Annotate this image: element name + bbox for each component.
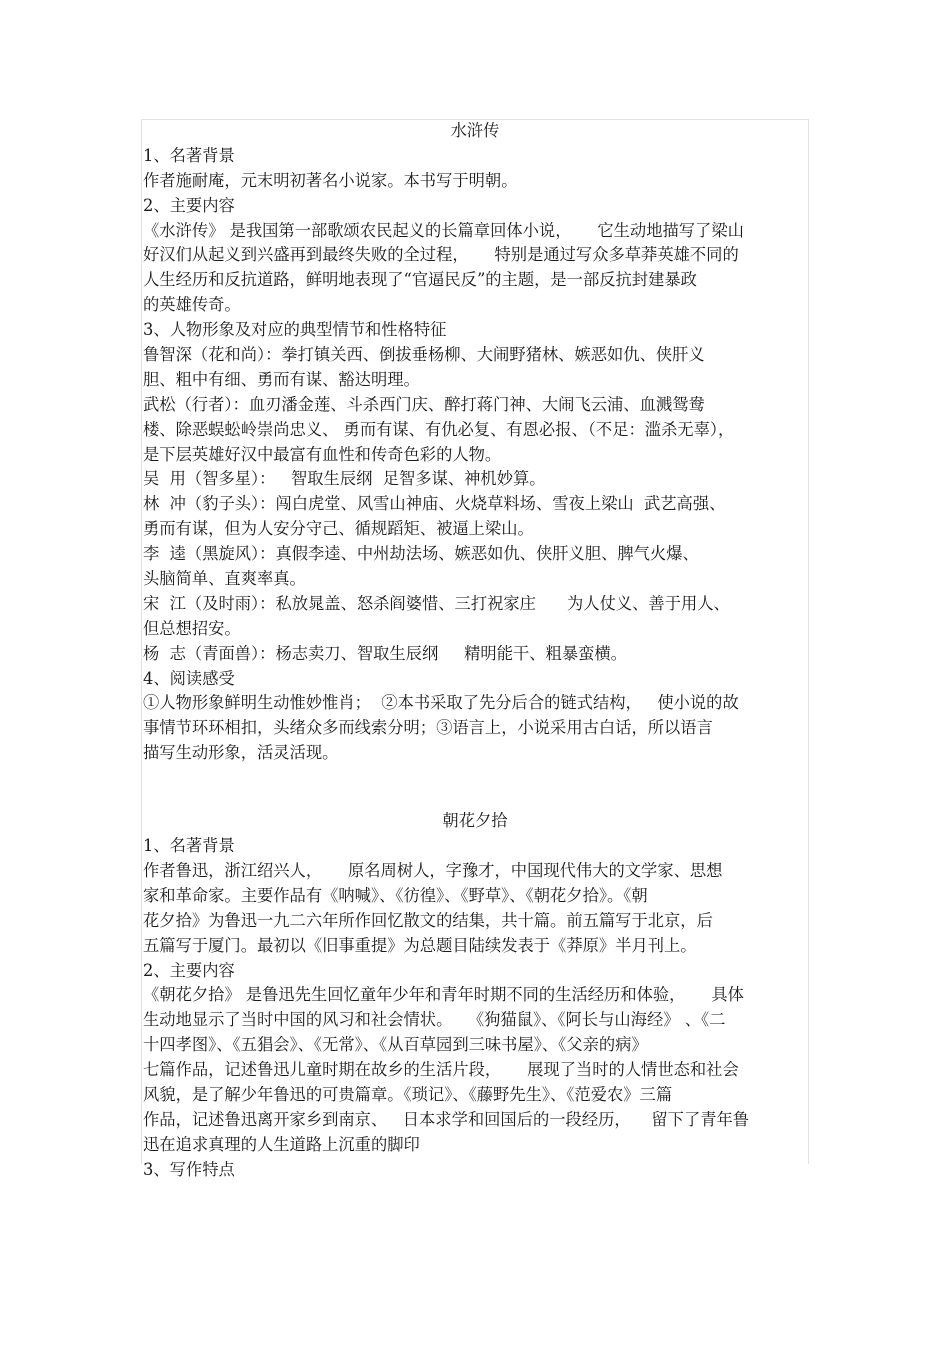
text-line: 人生经历和反抗道路，鲜明地表现了“官逼民反”的主题，是一部反抗封建暴政 (143, 270, 697, 290)
text-line: 勇而有谋，但为人安分守己、循规蹈矩、被逼上梁山。 (143, 519, 534, 539)
text-line: 《水浒传》 是我国第一部歌颂农民起义的长篇章回体小说， 它生动地描写了梁山 (143, 220, 744, 240)
section-title: 朝花夕拾 (442, 811, 508, 831)
section-body (143, 834, 807, 1182)
text-line: 武松（行者）：血刃潘金莲、斗杀西门庆、醉打蒋门神、大闹飞云浦、血溅鸳鸯 (143, 394, 705, 414)
document-body (143, 119, 807, 1183)
text-line: 五篇写于厦门。最初以《旧事重提》为总题目陆续发表于《莽原》半月刊上。 (143, 935, 697, 955)
text-line: 楼、除恶蜈蚣岭崇尚忠义、 勇而有谋、有仇必复、有恩必报、（不足：滥杀无辜）， (143, 419, 735, 439)
text-line: 花夕拾》为鲁迅一九二六年所作回忆散文的结集，共十篇。前五篇写于北京，后 (143, 910, 713, 930)
text-line: ①人物形象鲜明生动惟妙惟肖； ②本书采取了先分后合的链式结构， 使小说的故 (143, 693, 739, 713)
text-line: 宋 江（及时雨）：私放晁盖、怒杀阎婆惜、三打祝家庄 为人仗义、善于用人、 (143, 593, 730, 613)
section-gap (143, 766, 807, 809)
text-line: 鲁智深（花和尚）：拳打镇关西、倒拔垂杨柳、大闹野猪林、嫉恶如仇、侠肝义 (143, 345, 705, 365)
text-line: 生动地显示了当时中国的风习和社会情状。 《狗猫鼠》、《阿长与山海经》 、《二 (143, 1010, 726, 1030)
section-title: 水浒传 (450, 121, 500, 140)
section-shuihuzhuan (143, 119, 807, 766)
text-line: 好汉们从起义到兴盛再到最终失败的全过程， 特别是通过写众多草莽英雄不同的 (143, 245, 739, 265)
section-body (143, 144, 807, 766)
text-line: 十四孝图》、《五猖会》、《无常》、《从百草园到三味书屋》、《父亲的病》 (143, 1035, 648, 1055)
section-zhaohuaxishi (143, 809, 807, 1182)
text-line: 3、人物形象及对应的典型情节和性格特征 (143, 320, 447, 340)
text-line: 2、主要内容 (143, 960, 235, 980)
text-line: 事情节环环相扣，头绪众多而线索分明；③语言上，小说采用古白话，所以语言 (143, 718, 713, 738)
text-line: 作者施耐庵，元末明初著名小说家。本书写于明朝。 (143, 170, 518, 190)
text-line: 头脑简单、直爽率真。 (143, 569, 306, 589)
text-line: 林 冲（豹子头）：闯白虎堂、风雪山神庙、火烧草料场、雪夜上梁山 武艺高强、 (143, 494, 726, 514)
text-line: 2、主要内容 (143, 195, 235, 215)
text-line: 描写生动形象，活灵活现。 (143, 743, 339, 763)
text-line: 杨 志（青面兽）：杨志卖刀、智取生辰纲 精明能干、粗暴蛮横。 (143, 643, 627, 663)
text-line: 作者鲁迅，浙江绍兴人， 原名周树人，字豫才，中国现代伟大的文学家、思想 (143, 860, 723, 880)
text-line: 家和革命家。主要作品有《呐喊》、《彷徨》、《野草》、《朝花夕拾》。《朝 (143, 885, 648, 905)
text-line: 风貌，是了解少年鲁迅的可贵篇章。《琐记》、《藤野先生》、《范爱农》三篇 (143, 1084, 673, 1104)
text-line: 的英雄传奇。 (143, 295, 241, 315)
text-line: 李 逵（黑旋风）：真假李逵、中州劫法场、嫉恶如仇、侠肝义胆、脾气火爆、 (143, 544, 699, 564)
text-line: 是下层英雄好汉中最富有血性和传奇色彩的人物。 (143, 444, 502, 464)
text-line: 吴 用（智多星）： 智取生辰纲 足智多谋、神机妙算。 (143, 469, 546, 489)
text-line: 但总想招安。 (143, 618, 241, 638)
text-line: 作品，记述鲁迅离开家乡到南京、 日本求学和回国后的一段经历， 留下了青年鲁 (143, 1109, 750, 1129)
text-line: 迅在追求真理的人生道路上沉重的脚印 (143, 1134, 420, 1154)
text-line: 《朝花夕拾》 是鲁迅先生回忆童年少年和青年时期不同的生活经历和体验， 具体 (143, 985, 744, 1005)
text-line: 4、阅读感受 (143, 668, 235, 688)
text-line: 1、名著背景 (143, 836, 235, 856)
text-line: 胆、粗中有细、勇而有谋、豁达明理。 (143, 369, 420, 389)
text-line: 1、名著背景 (143, 145, 235, 165)
text-line: 七篇作品，记述鲁迅儿童时期在故乡的生活片段， 展现了当时的人情世态和社会 (143, 1060, 739, 1080)
text-line: 3、写作特点 (143, 1159, 235, 1179)
